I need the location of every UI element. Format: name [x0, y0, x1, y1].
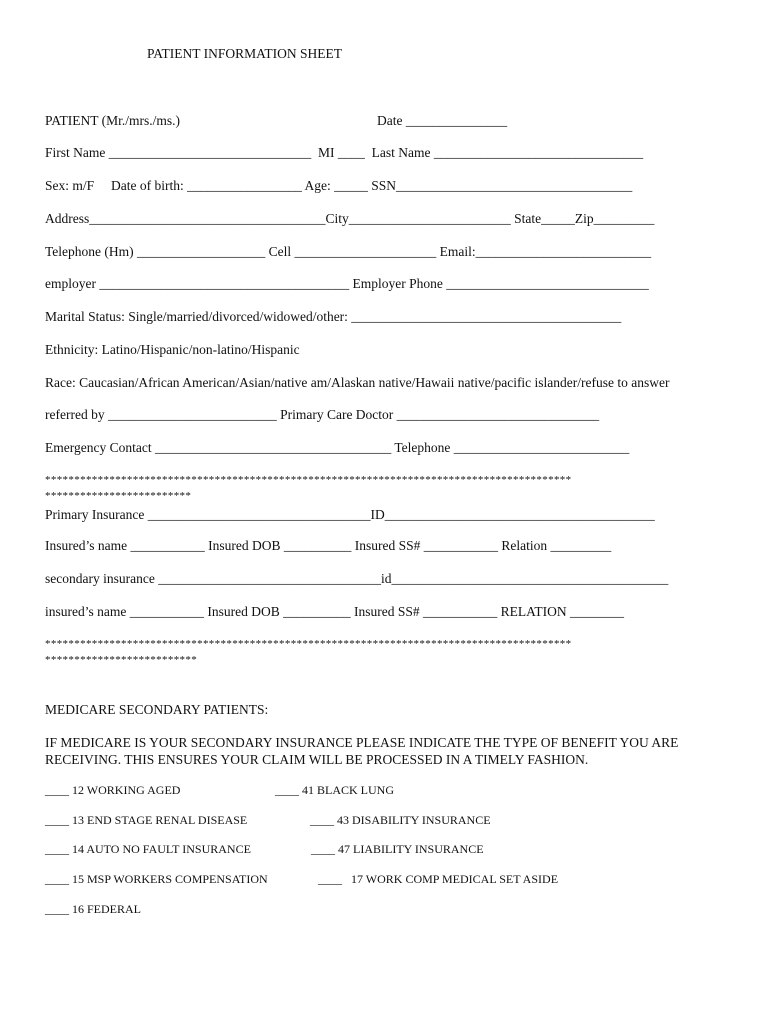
separator-line: ******************************************************************************************: [45, 638, 572, 650]
secondary-insured-row[interactable]: insured’s name ___________ Insured DOB __________ Insured SS# ___________ RELATION ________: [45, 604, 624, 619]
employer-row[interactable]: employer _____________________________________ Employer Phone ______________________________: [45, 276, 649, 291]
patient-salutation-label: PATIENT (Mr./mrs./ms.): [45, 113, 181, 128]
secondary-insurance-row[interactable]: secondary insurance _________________________________id_________________________________________: [45, 571, 669, 586]
medicare-heading: MEDICARE SECONDARY PATIENTS:: [45, 702, 269, 717]
option-disability-insurance[interactable]: ____ 43 DISABILITY INSURANCE: [310, 813, 491, 827]
primary-insurance-row[interactable]: Primary Insurance _________________________________ID________________________________________: [45, 507, 655, 522]
option-liability-insurance[interactable]: ____ 47 LIABILITY INSURANCE: [311, 842, 484, 856]
option-federal[interactable]: ____ 16 FEDERAL: [45, 902, 141, 916]
separator-line: ******************************************************************************************: [45, 474, 572, 486]
race-row[interactable]: Race: Caucasian/African American/Asian/native am/Alaskan native/Hawaii native/pacific islander/refuse to answer: [45, 375, 670, 390]
ethnicity-row[interactable]: Ethnicity: Latino/Hispanic/non-latino/Hispanic: [45, 342, 300, 357]
referred-by-row[interactable]: referred by _________________________ Primary Care Doctor ______________________________: [45, 407, 600, 422]
medicare-instruction: IF MEDICARE IS YOUR SECONDARY INSURANCE PLEASE INDICATE THE TYPE OF BENEFIT YOU ARE RECEIVING. THIS ENSURES YOUR CLAIM WILL BE PROCESSED IN A TIMELY FASHION.: [45, 735, 679, 767]
separator-line: **************************: [45, 654, 198, 666]
sex-dob-age-ssn-row[interactable]: Sex: m/F Date of birth: _________________ Age: _____ SSN___________________________________: [45, 178, 633, 193]
marital-status-row[interactable]: Marital Status: Single/married/divorced/widowed/other: ________________________________________: [45, 309, 622, 324]
name-fields-row[interactable]: First Name ______________________________ MI ____ Last Name _______________________________: [45, 145, 644, 160]
page-title: PATIENT INFORMATION SHEET: [147, 46, 343, 61]
option-black-lung[interactable]: ____ 41 BLACK LUNG: [275, 783, 394, 797]
option-end-stage-renal-disease[interactable]: ____ 13 END STAGE RENAL DISEASE: [45, 813, 248, 827]
option-working-aged[interactable]: ____ 12 WORKING AGED: [45, 783, 181, 797]
address-row[interactable]: Address___________________________________City________________________ State_____Zip_________: [45, 211, 655, 226]
option-msp-workers-compensation[interactable]: ____ 15 MSP WORKERS COMPENSATION: [45, 872, 268, 886]
option-work-comp-medical-set-aside[interactable]: ____ 17 WORK COMP MEDICAL SET ASIDE: [318, 872, 559, 886]
date-field[interactable]: Date _______________: [377, 113, 508, 128]
emergency-contact-row[interactable]: Emergency Contact ___________________________________ Telephone __________________________: [45, 440, 630, 455]
separator-line: *************************: [45, 490, 192, 502]
option-auto-no-fault-insurance[interactable]: ____ 14 AUTO NO FAULT INSURANCE: [45, 842, 251, 856]
primary-insured-row[interactable]: Insured’s name ___________ Insured DOB __________ Insured SS# ___________ Relation _________: [45, 538, 612, 553]
telephone-cell-email-row[interactable]: Telephone (Hm) ___________________ Cell _____________________ Email:__________________________: [45, 244, 652, 259]
